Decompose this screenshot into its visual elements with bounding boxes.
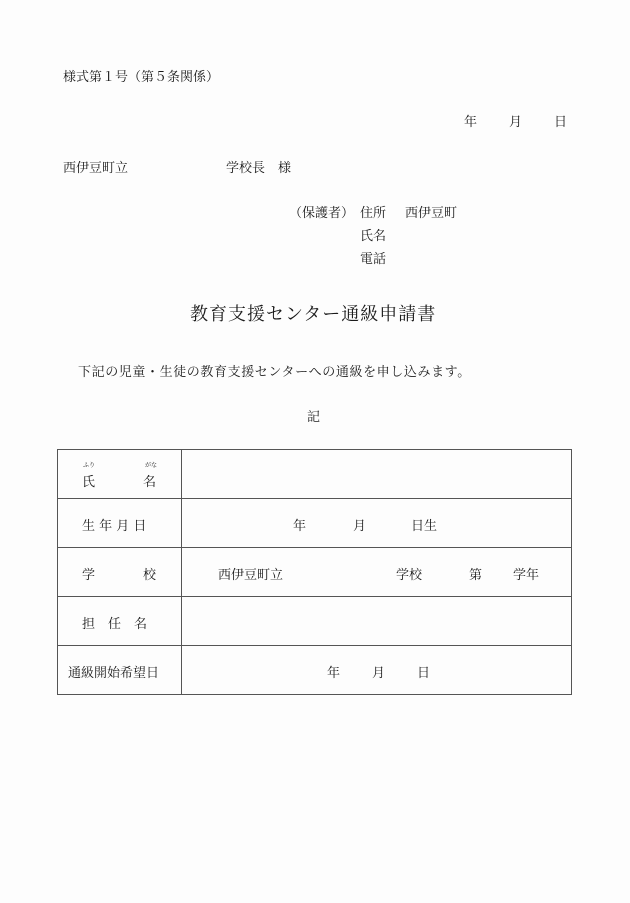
applicant-phone-label: 電話: [360, 252, 387, 267]
school-label-2: 校: [143, 568, 157, 583]
start-day: 日: [417, 666, 431, 681]
form-number: 様式第１号（第５条関係）: [63, 70, 220, 85]
name-label-2: 名: [143, 475, 157, 490]
birth-label: 生 年 月 日: [82, 519, 147, 534]
birth-month: 月: [353, 519, 367, 534]
document-title: 教育支援センター通級申請書: [190, 304, 437, 325]
furigana-2: がな: [145, 462, 158, 469]
application-table: [57, 449, 572, 695]
start-year: 年: [327, 666, 341, 681]
applicant-address-label: 住所: [360, 206, 387, 221]
grade-prefix: 第: [469, 568, 483, 583]
addressee-principal: 学校長 様: [226, 161, 292, 176]
ki-mark: 記: [307, 410, 321, 425]
furigana-1: ふり: [83, 462, 96, 469]
date-month-label: 月: [509, 115, 523, 130]
applicant-name-label: 氏名: [360, 229, 387, 244]
name-value-cell[interactable]: [182, 450, 572, 499]
school-town: 西伊豆町立: [218, 568, 284, 583]
grade-suffix: 学年: [513, 568, 540, 583]
applicant-address-value: 西伊豆町: [405, 206, 458, 221]
school-label-1: 学: [82, 568, 96, 583]
teacher-label-cell: [58, 597, 182, 646]
school-label-cell: [58, 548, 182, 597]
row-teacher: [58, 597, 572, 646]
start-label-cell: [58, 646, 182, 695]
school-suffix: 学校: [396, 568, 423, 583]
start-month: 月: [372, 666, 386, 681]
birth-year: 年: [293, 519, 307, 534]
school-value-cell[interactable]: [182, 548, 572, 597]
intro-text: 下記の児童・生徒の教育支援センターへの通級を申し込みます。: [78, 365, 471, 380]
birth-suffix: 日生: [411, 519, 438, 534]
row-birth: [58, 499, 572, 548]
start-label: 通級開始希望日: [68, 666, 160, 681]
date-year-label: 年: [464, 115, 478, 130]
birth-value-cell[interactable]: [182, 499, 572, 548]
applicant-role: （保護者）: [289, 206, 355, 221]
start-value-cell[interactable]: [182, 646, 572, 695]
birth-label-cell: [58, 499, 182, 548]
row-school: [58, 548, 572, 597]
name-label-1: 氏: [82, 475, 96, 490]
date-day-label: 日: [554, 115, 568, 130]
row-name: [58, 450, 572, 499]
teacher-label: 担 任 名: [82, 617, 148, 632]
name-label-cell: [58, 450, 182, 499]
row-start-date: [58, 646, 572, 695]
teacher-value-cell[interactable]: [182, 597, 572, 646]
addressee-town: 西伊豆町立: [63, 161, 129, 176]
